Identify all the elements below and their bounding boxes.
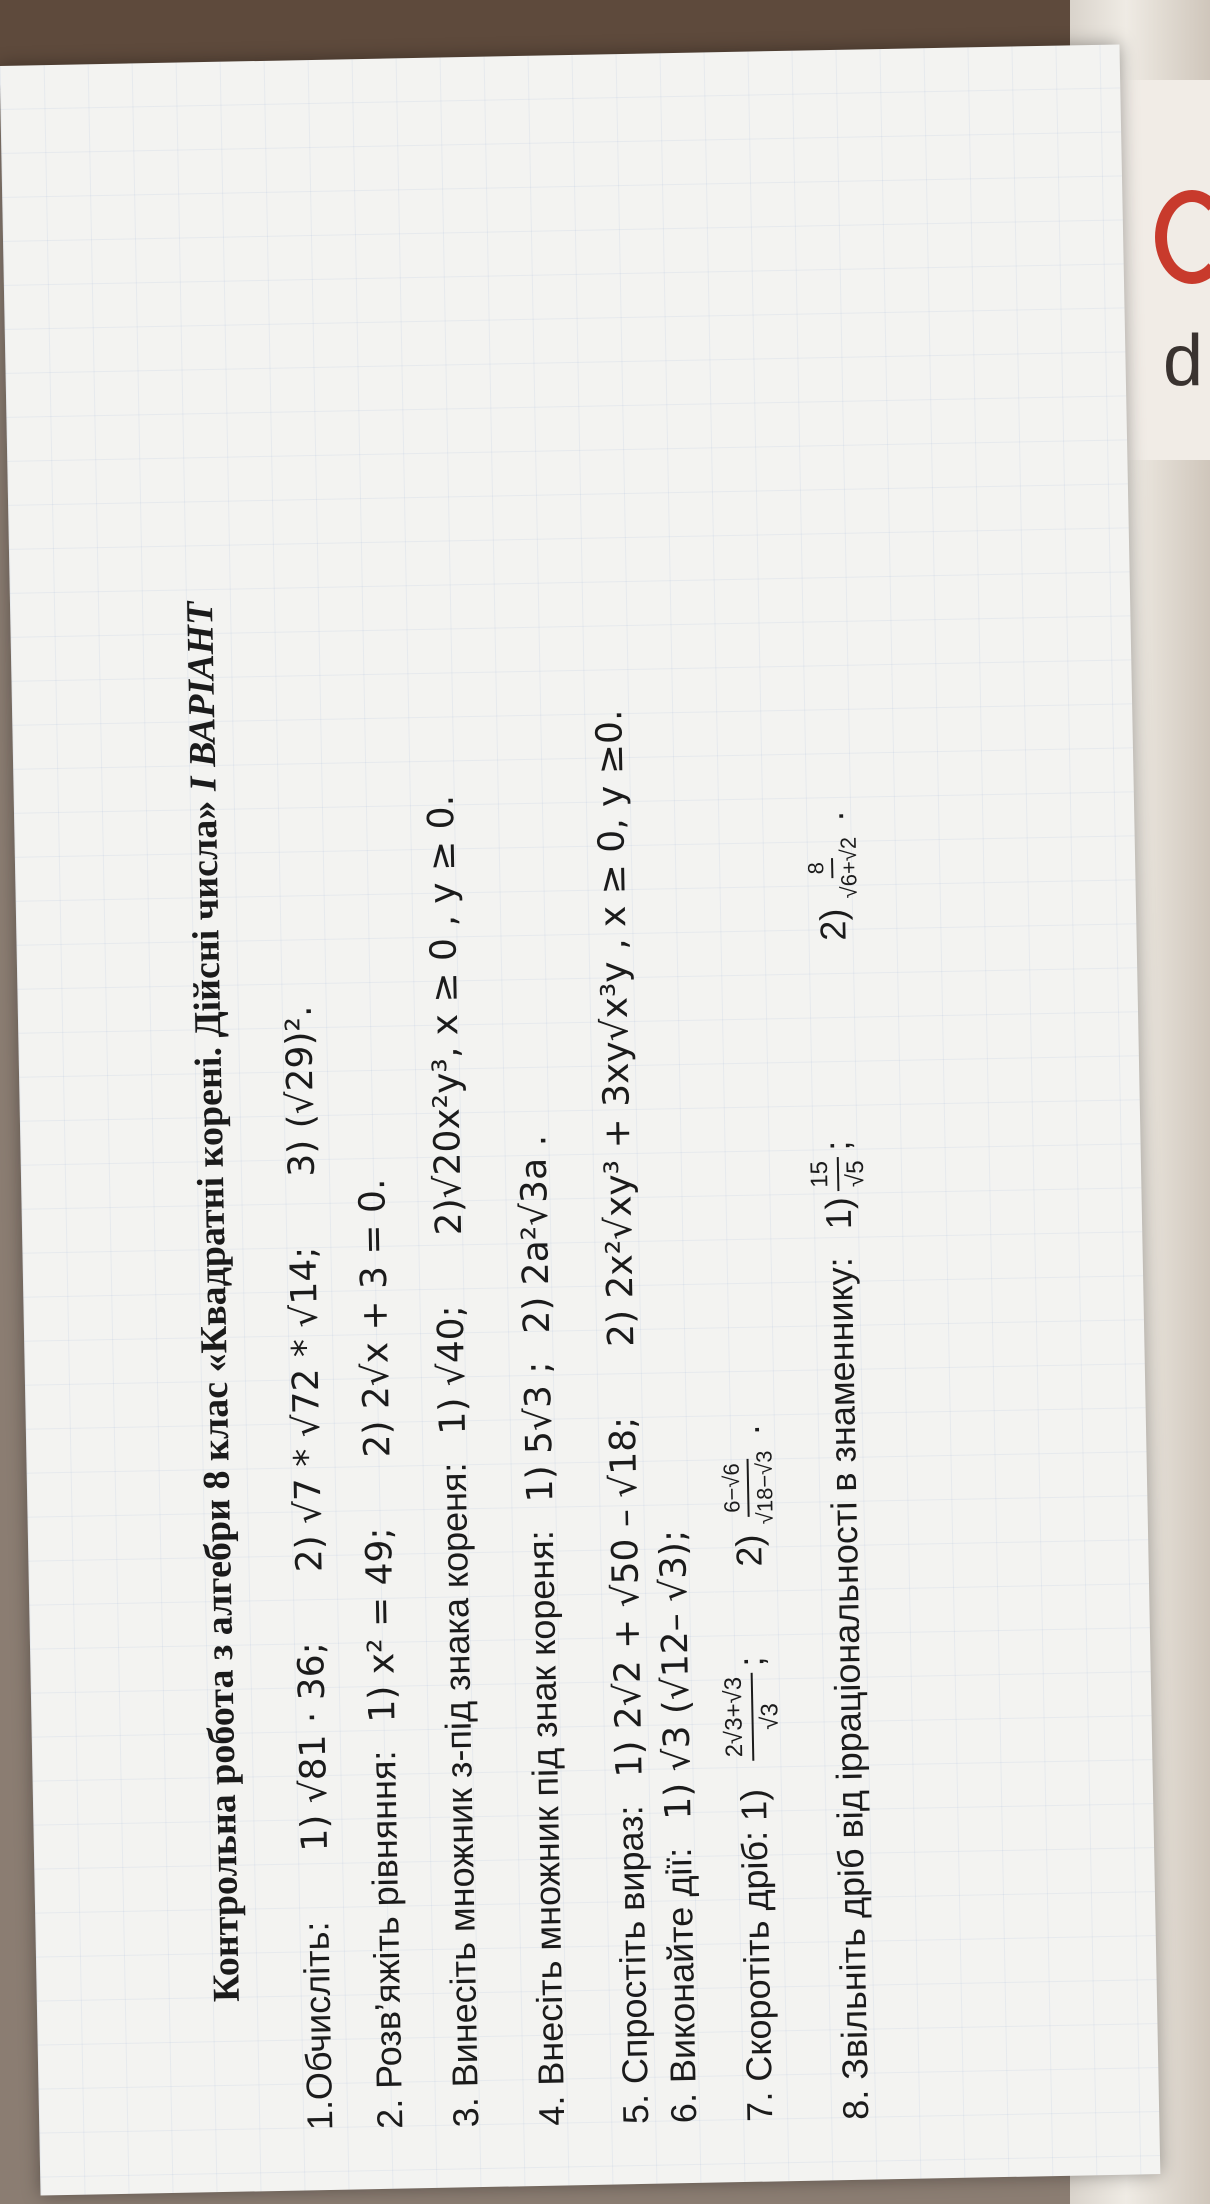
fraction-suffix: ; <box>730 1656 772 1667</box>
task-label: 6. Виконайте дії: <box>657 1847 705 2124</box>
task-label: 2. Розв’яжіть рівняння: <box>362 1750 411 2130</box>
test-sheet <box>0 44 1160 2195</box>
task-7 <box>689 141 793 2122</box>
task-part: 1) √81 · 36; <box>290 1641 336 1853</box>
side-letter: d <box>1163 321 1204 401</box>
fraction-denominator: √6+√2 <box>835 836 862 899</box>
task-2 <box>331 149 411 2129</box>
task-label: 1.Обчисліть: <box>295 1921 341 2131</box>
task-8 <box>785 140 889 2121</box>
page-title <box>169 152 249 2003</box>
task-4 <box>493 146 573 2126</box>
task-part: 2) √7 * √72 * √14; <box>282 1246 331 1573</box>
fraction-suffix: . <box>810 810 852 822</box>
task-part: 3) (√29)². <box>278 1005 323 1178</box>
fraction-numerator: 8 <box>802 858 834 879</box>
fraction <box>801 833 863 904</box>
red-logo-mark <box>1155 190 1210 284</box>
title-variant: І ВАРІАНТ <box>178 601 225 792</box>
task-label: 3. Винесіть множник з-під знака кореня: <box>432 1462 487 2128</box>
fraction-numerator: 15 <box>805 1157 840 1192</box>
fraction-denominator: √5 <box>841 1160 870 1188</box>
fraction <box>717 1446 780 1529</box>
fraction <box>805 1156 872 1192</box>
task-part: 2) 2a²√3a . <box>512 1134 558 1335</box>
task-part: 1) √3 (√12– √3); <box>652 1529 699 1821</box>
task-3 <box>407 147 487 2127</box>
fraction-prefix: 1) <box>817 1196 860 1230</box>
title-main: Контрольна робота з алгебри 8 клас «Квадратні корені. Дійсні числа» <box>182 800 248 2003</box>
printed-page-corner <box>1115 80 1210 460</box>
task-label: 5. Спростіть вираз: <box>609 1805 657 2125</box>
fraction-numerator: 6−√6 <box>717 1459 750 1517</box>
fraction-suffix: . <box>725 1424 768 1436</box>
task-part: 1) x² = 49; <box>358 1527 404 1723</box>
task-label: 8. Звільніть дріб від ірраціональності в знаменнику: <box>818 1256 877 2121</box>
fraction-prefix: 2) <box>811 908 854 942</box>
task-part: 1) 2√2 + √50 – √18; <box>602 1416 651 1778</box>
task-part: 2) 2√x + 3 = 0. <box>351 1178 398 1458</box>
test-content <box>151 135 1129 2133</box>
task-part: 1) 5√3 ; <box>517 1361 561 1503</box>
fraction-denominator: √3 <box>756 1702 784 1730</box>
task-1 <box>261 150 341 2130</box>
task-label: 7. Скоротіть дріб: 1) <box>732 1788 781 2123</box>
fraction-denominator: √18−√3 <box>751 1450 778 1525</box>
fraction-prefix: 2) <box>727 1534 770 1567</box>
fraction <box>719 1672 787 1762</box>
fraction-suffix: ; <box>816 1140 858 1152</box>
fraction-numerator: 2√3+√3 <box>719 1673 755 1762</box>
task-label: 4. Внесіть множник під знак кореня: <box>519 1529 573 2127</box>
task-part: 2) 2x²√xy³ + 3xy√x³y , x ≥ 0, y ≥0. <box>588 709 642 1348</box>
task-part: 2)√20x²y³, x ≥ 0 , y ≥ 0. <box>420 794 470 1236</box>
task-part: 1) √40; <box>430 1304 474 1435</box>
